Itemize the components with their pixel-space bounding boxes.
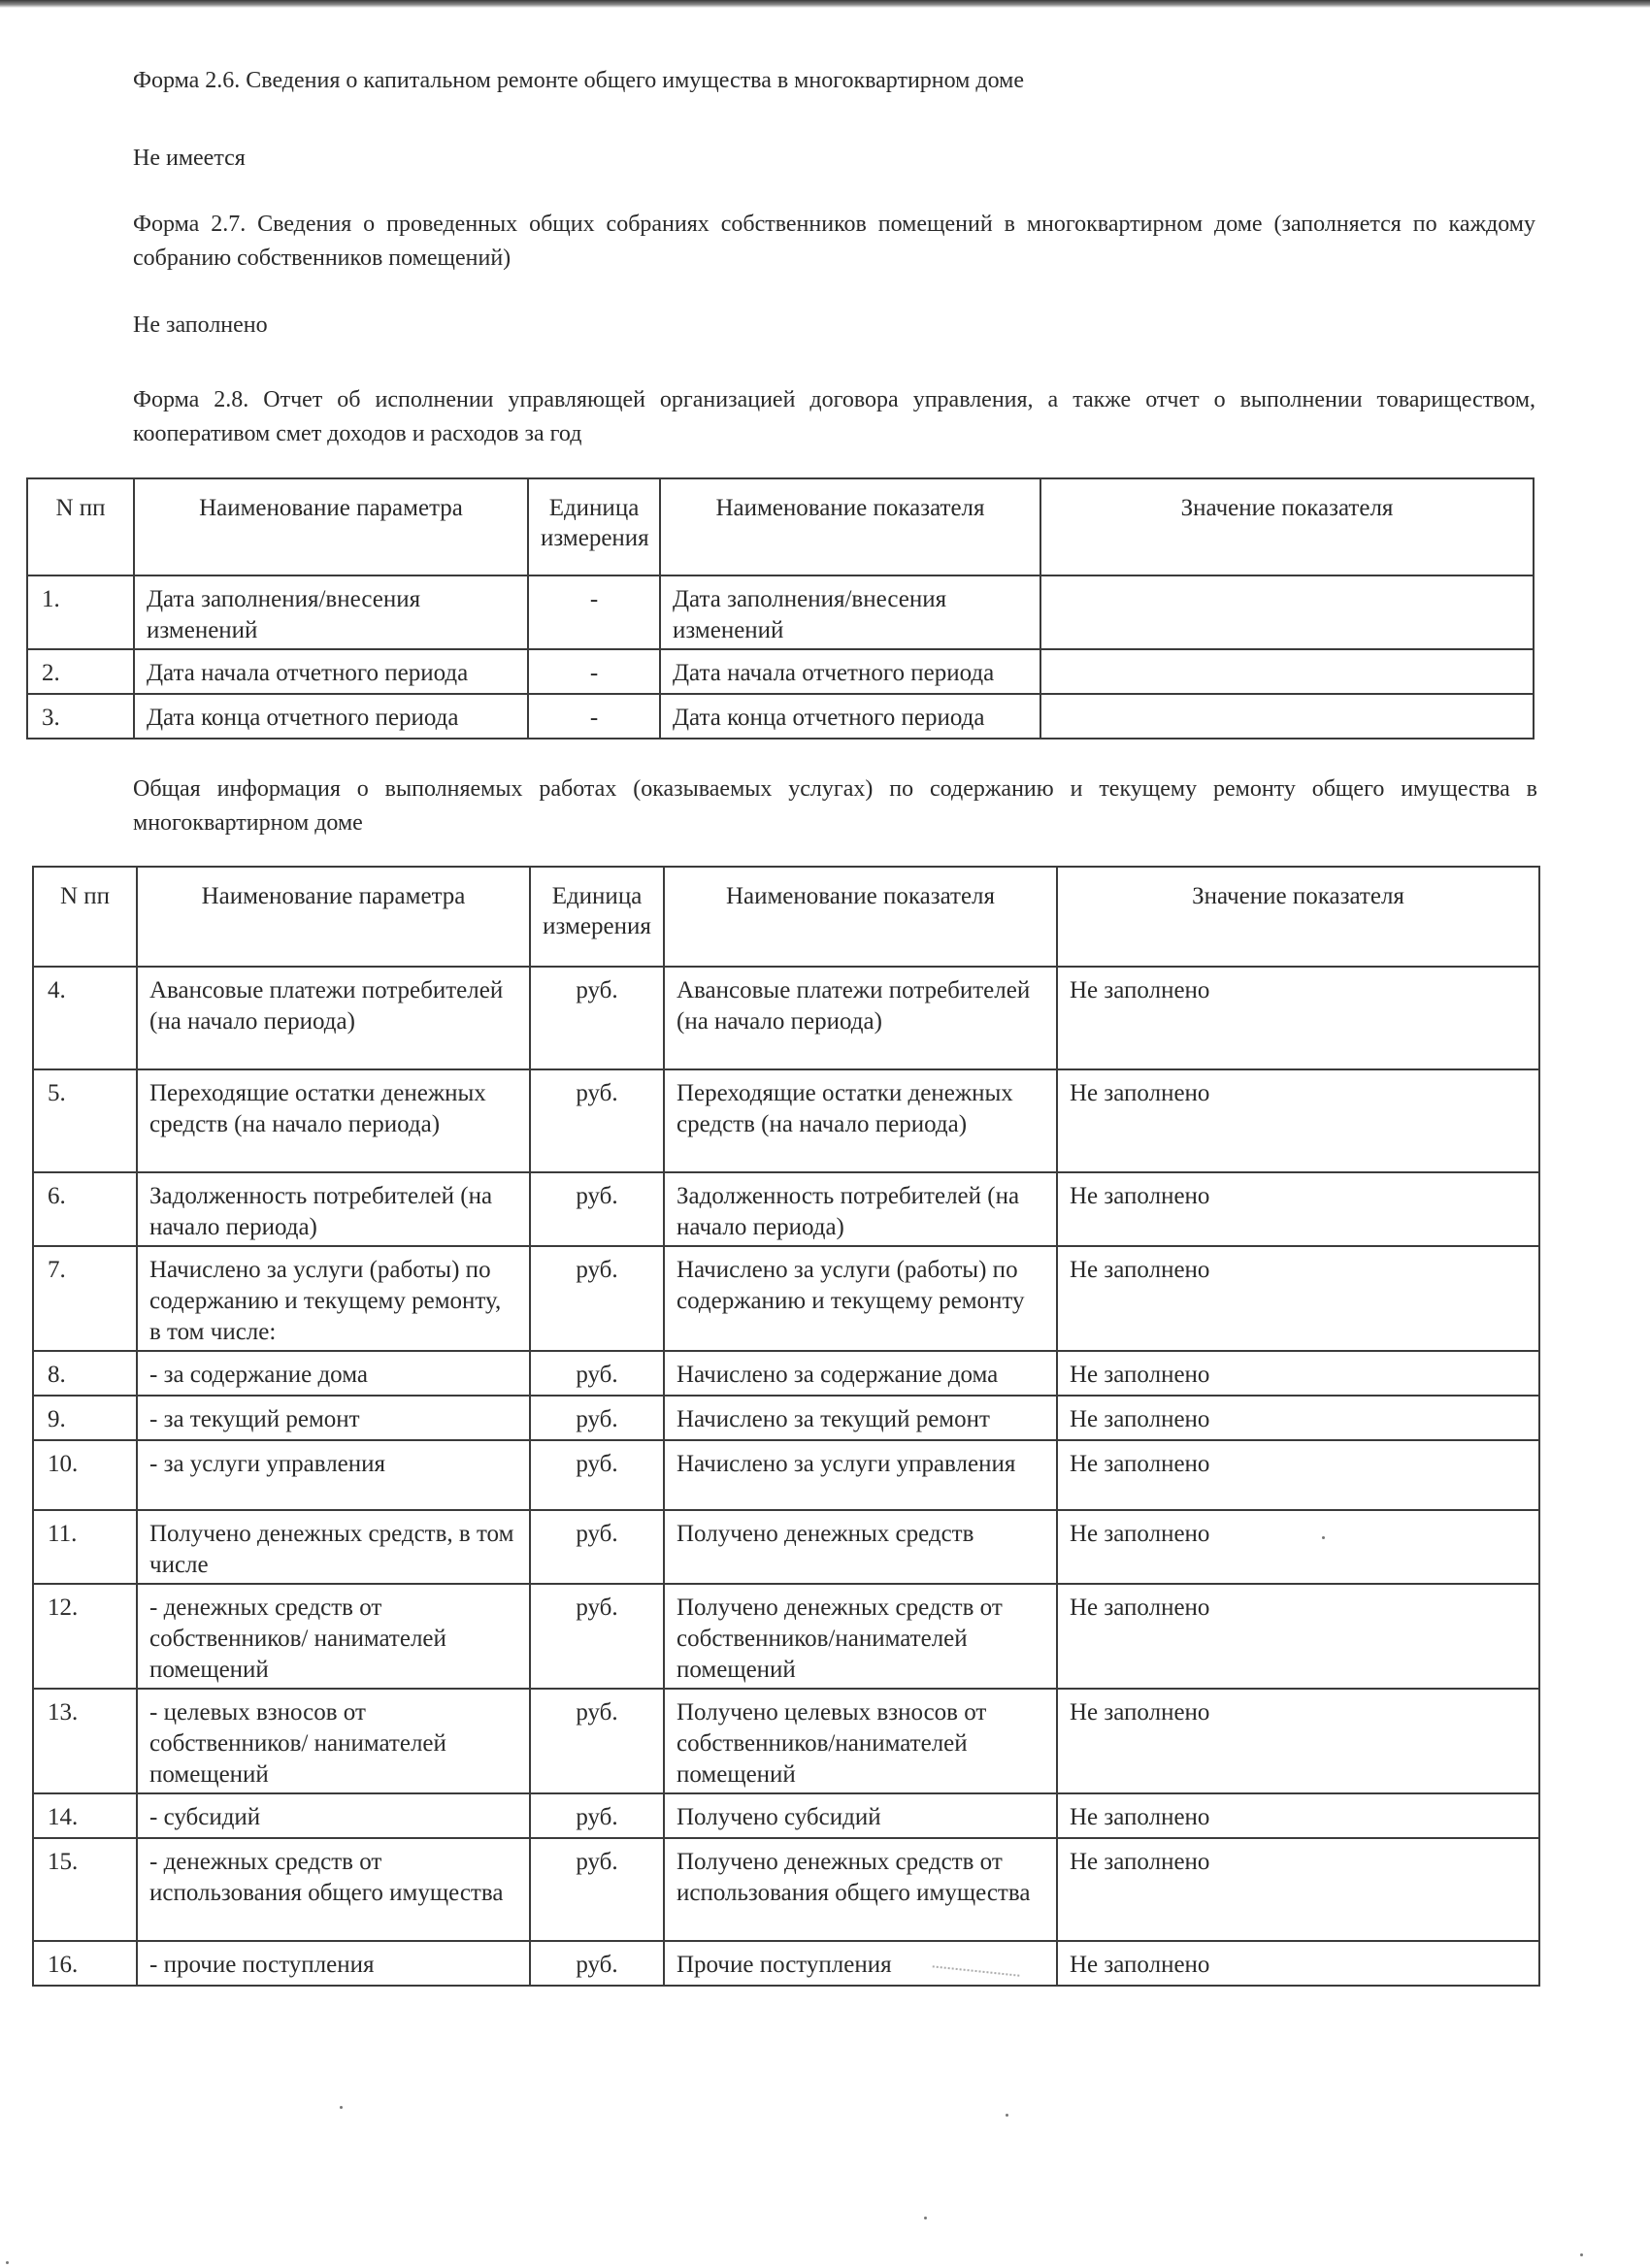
row-param: Дата конца отчетного периода [134,694,528,739]
row-param: Задолженность потребителей (на начало периода) [137,1172,530,1246]
row-param: - целевых взносов от собственников/ нанимателей помещений [137,1689,530,1793]
table-row [33,1510,1539,1584]
row-indicator: Дата конца отчетного периода [660,694,1040,739]
row-param: - субсидий [137,1793,530,1838]
row-value: Не заполнено [1057,1069,1539,1172]
row-indicator: Авансовые платежи потребителей (на начало периода) [664,967,1057,1069]
row-num: 5. [33,1069,137,1172]
table-row [33,1689,1539,1793]
row-indicator: Получено целевых взносов от собственников/нанимателей помещений [664,1689,1057,1793]
row-param: Дата заполнения/внесения изменений [134,575,528,649]
table-row [33,1584,1539,1689]
row-value: Не заполнено [1057,1793,1539,1838]
header-indicator: Наименование показателя [664,867,1057,967]
header-unit: Единица измерения [528,478,660,575]
row-value: Не заполнено [1057,1351,1539,1396]
row-value: Не заполнено [1057,1246,1539,1351]
row-param: - за услуги управления [137,1440,530,1510]
row-unit: руб. [530,1838,664,1941]
scan-speck [6,2261,9,2264]
table-header-row [27,478,1534,575]
header-param: Наименование параметра [134,478,528,575]
row-num: 12. [33,1584,137,1689]
scan-speck [924,2217,927,2219]
report-period-table [26,477,1534,740]
header-param: Наименование параметра [137,867,530,967]
header-value: Значение показателя [1057,867,1539,967]
row-unit: - [528,649,660,694]
row-num: 2. [27,649,134,694]
table-row [33,1172,1539,1246]
row-indicator: Получено денежных средств от собственников/нанимателей помещений [664,1584,1057,1689]
row-num: 14. [33,1793,137,1838]
services-info-table [32,866,1540,1987]
header-unit: Единица измерения [530,867,664,967]
row-value: Не заполнено [1057,1440,1539,1510]
row-unit: руб. [530,1793,664,1838]
row-param: - денежных средств от собственников/ нанимателей помещений [137,1584,530,1689]
row-value: Не заполнено [1057,1689,1539,1793]
table-row [33,1793,1539,1838]
scan-speck [1006,2114,1008,2117]
row-num: 4. [33,967,137,1069]
table-row [27,694,1534,739]
row-param: - денежных средств от использования общего имущества [137,1838,530,1941]
row-unit: - [528,575,660,649]
row-indicator: Начислено за содержание дома [664,1351,1057,1396]
row-param: Получено денежных средств, в том числе [137,1510,530,1584]
general-info-title: Общая информация о выполняемых работах (оказываемых услугах) по содержанию и текущему ремонту общего имущества в многоквартирном доме [133,776,1537,836]
row-value: Не заполнено [1057,967,1539,1069]
row-indicator: Дата заполнения/внесения изменений [660,575,1040,649]
header-num: N пп [27,478,134,575]
row-value: Не заполнено [1057,1510,1539,1584]
table-row [33,1838,1539,1941]
row-num: 1. [27,575,134,649]
row-num: 10. [33,1440,137,1510]
row-num: 3. [27,694,134,739]
table-row [27,575,1534,649]
row-param: - прочие поступления [137,1941,530,1986]
table-row [33,1440,1539,1510]
scan-edge [0,0,1650,8]
row-unit: руб. [530,1351,664,1396]
header-value: Значение показателя [1040,478,1534,575]
table-row [33,1246,1539,1351]
row-indicator: Переходящие остатки денежных средств (на начало периода) [664,1069,1057,1172]
row-indicator: Задолженность потребителей (на начало периода) [664,1172,1057,1246]
row-unit: руб. [530,1396,664,1440]
row-unit: руб. [530,967,664,1069]
row-value: Не заполнено [1057,1838,1539,1941]
row-unit: руб. [530,1069,664,1172]
table-header-row [33,867,1539,967]
row-unit: руб. [530,1584,664,1689]
form-2-7-status: Не заполнено [133,312,268,338]
row-num: 8. [33,1351,137,1396]
row-param: - за содержание дома [137,1351,530,1396]
row-unit: руб. [530,1440,664,1510]
row-indicator: Получено денежных средств [664,1510,1057,1584]
row-param: Авансовые платежи потребителей (на начало периода) [137,967,530,1069]
row-value: Не заполнено [1057,1584,1539,1689]
row-value [1040,575,1534,649]
scan-speck [340,2106,343,2109]
row-unit: руб. [530,1172,664,1246]
table-row [33,1069,1539,1172]
row-num: 16. [33,1941,137,1986]
table-row [33,1941,1539,1986]
row-value [1040,694,1534,739]
row-unit: руб. [530,1246,664,1351]
row-num: 7. [33,1246,137,1351]
row-num: 11. [33,1510,137,1584]
row-indicator: Прочие поступления [664,1941,1057,1986]
header-indicator: Наименование показателя [660,478,1040,575]
row-unit: - [528,694,660,739]
row-param: Дата начала отчетного периода [134,649,528,694]
row-indicator: Начислено за услуги (работы) по содержанию и текущему ремонту [664,1246,1057,1351]
form-2-6-title: Форма 2.6. Сведения о капитальном ремонте общего имущества в многоквартирном доме [133,68,1024,93]
row-value: Не заполнено [1057,1396,1539,1440]
row-param: Переходящие остатки денежных средств (на начало периода) [137,1069,530,1172]
row-unit: руб. [530,1510,664,1584]
form-2-8-title: Форма 2.8. Отчет об исполнении управляющей организацией договора управления, а также отчет о выполнении товариществом, кооперативом смет доходов и расходов за год [133,387,1535,446]
row-value [1040,649,1534,694]
row-value: Не заполнено [1057,1941,1539,1986]
row-num: 6. [33,1172,137,1246]
form-2-6-status: Не имеется [133,146,246,171]
table-row [33,1351,1539,1396]
row-num: 15. [33,1838,137,1941]
row-param: - за текущий ремонт [137,1396,530,1440]
row-value: Не заполнено [1057,1172,1539,1246]
row-param: Начислено за услуги (работы) по содержанию и текущему ремонту, в том числе: [137,1246,530,1351]
row-indicator: Получено субсидий [664,1793,1057,1838]
table-row [33,1396,1539,1440]
form-2-7-title: Форма 2.7. Сведения о проведенных общих собраниях собственников помещений в многоквартирном доме (заполняется по каждому собранию собственников помещений) [133,212,1535,271]
table-row [27,649,1534,694]
table-row [33,967,1539,1069]
scan-speck [1322,1536,1325,1539]
row-num: 13. [33,1689,137,1793]
row-unit: руб. [530,1689,664,1793]
row-indicator: Начислено за услуги управления [664,1440,1057,1510]
row-num: 9. [33,1396,137,1440]
row-indicator: Получено денежных средств от использования общего имущества [664,1838,1057,1941]
row-unit: руб. [530,1941,664,1986]
scan-speck [1580,2253,1583,2256]
row-indicator: Начислено за текущий ремонт [664,1396,1057,1440]
row-indicator: Дата начала отчетного периода [660,649,1040,694]
header-num: N пп [33,867,137,967]
